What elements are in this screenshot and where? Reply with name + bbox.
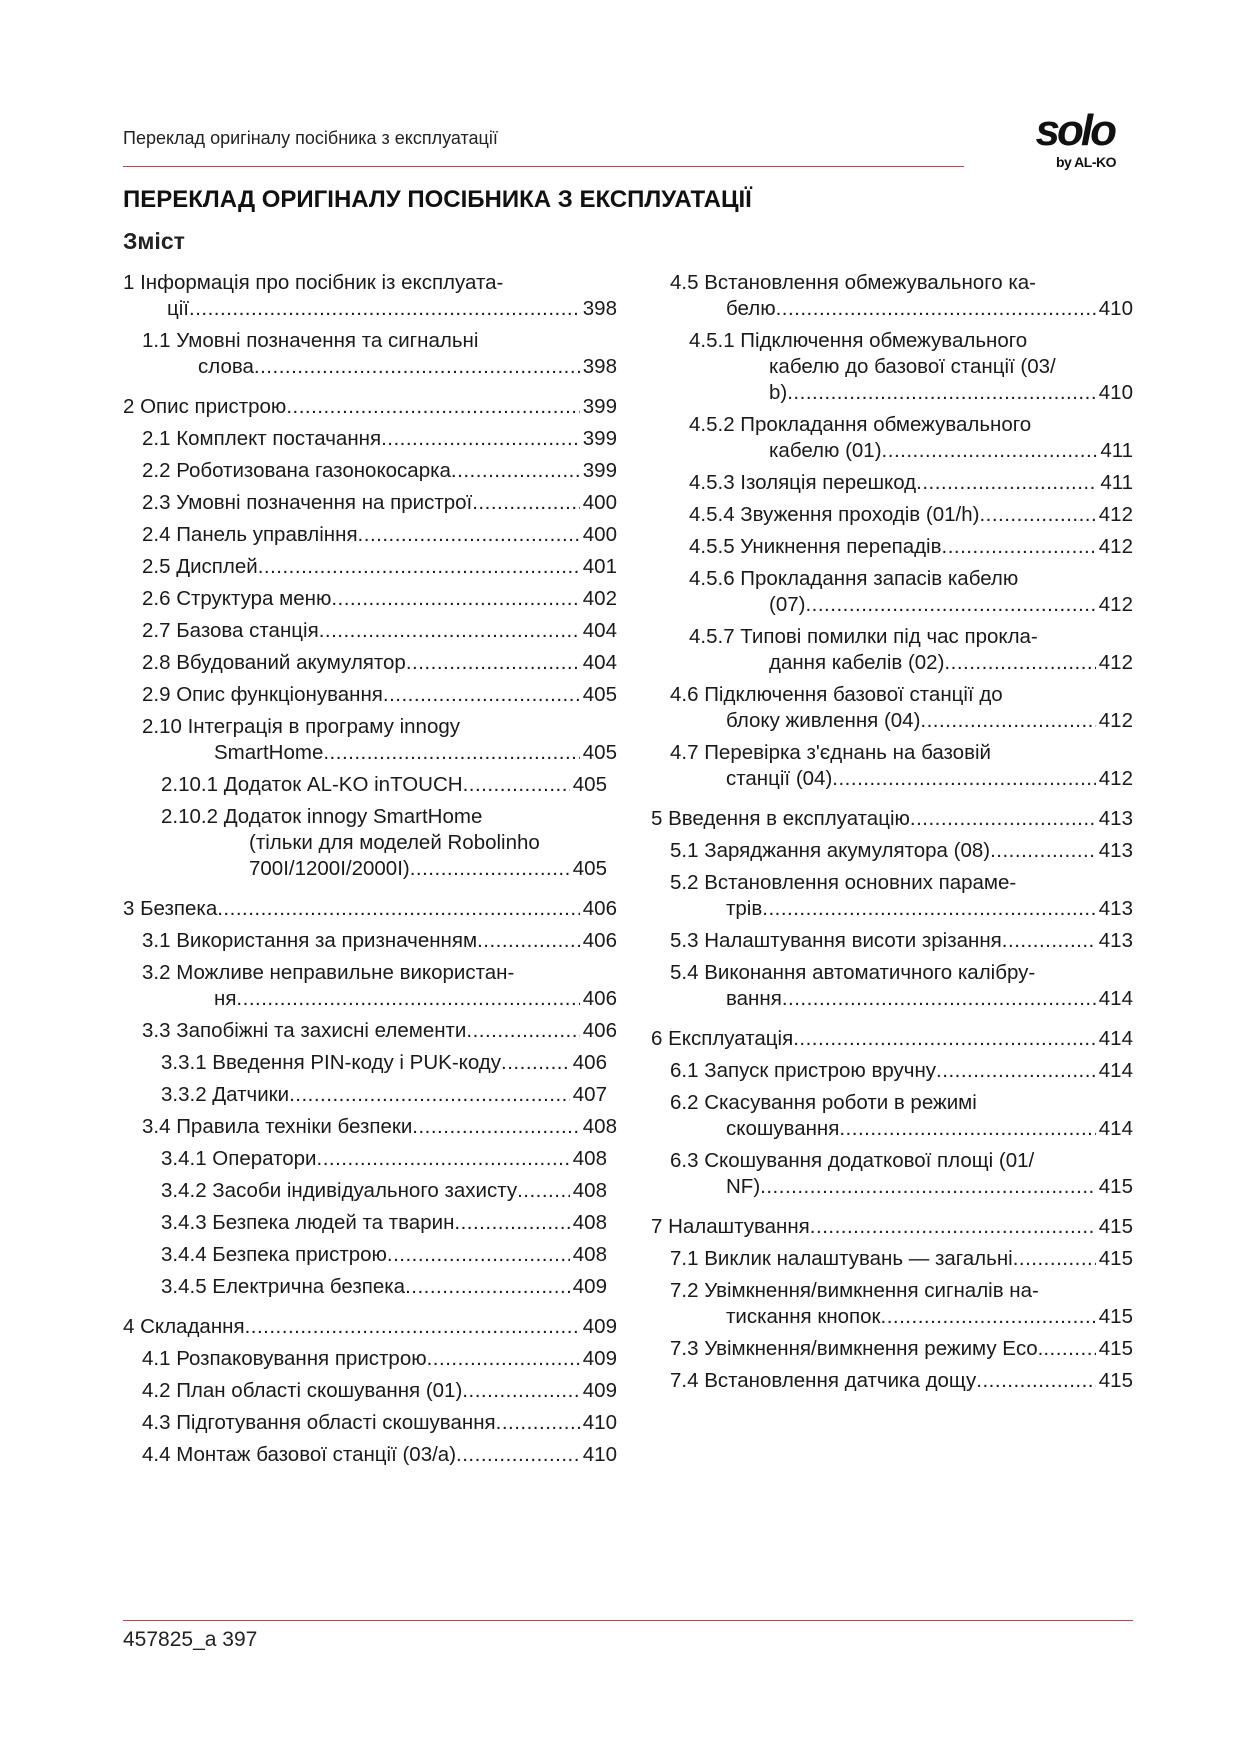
- toc-page-number: 414: [1098, 1027, 1133, 1050]
- toc-leader-dots: [976, 1368, 1096, 1390]
- toc-entry-text: 2.6 Структура меню: [142, 587, 332, 610]
- toc-page-number: 413: [1098, 929, 1133, 952]
- toc-entry[interactable]: [142, 1410, 617, 1436]
- toc-page-number: 401: [582, 555, 617, 578]
- toc-entry-text: 4.6 Підключення базової станції до: [670, 683, 1003, 706]
- toc-entry[interactable]: [670, 1058, 1133, 1084]
- toc-entry-text: блоку живлення (04): [726, 709, 921, 732]
- toc-leader-dots: [920, 708, 1095, 730]
- toc-entry[interactable]: [651, 1214, 1133, 1240]
- toc-entry-text: 1 Інформація про посібник із експлуата-: [123, 271, 504, 294]
- toc-page-number: 414: [1098, 987, 1133, 1010]
- toc-column-left: [123, 270, 617, 1474]
- toc-entry-text: 2.4 Панель управління: [142, 523, 358, 546]
- toc-entry-text: 1.1 Умовні позначення та сигнальні: [142, 329, 479, 352]
- toc-entry-text: 7 Налаштування: [651, 1215, 810, 1238]
- toc-leader-dots: [760, 1174, 1096, 1196]
- toc-entry-text: 5.2 Встановлення основних параме-: [670, 871, 1017, 894]
- toc-page-number: 406: [582, 1019, 617, 1042]
- toc-leader-dots: [1013, 1246, 1096, 1268]
- logo-sub: by AL-KO: [1055, 154, 1116, 170]
- toc-entry-text: 4.5.5 Уникнення перепадів: [689, 535, 942, 558]
- toc-entry-text: 3 Безпека: [123, 897, 218, 920]
- toc-entry[interactable]: [670, 928, 1133, 954]
- toc-entry[interactable]: [670, 1278, 1133, 1330]
- toc-entry-text: 6.3 Скошування додаткової площі (01/: [670, 1149, 1035, 1172]
- toc-entry[interactable]: [142, 1018, 617, 1044]
- toc-entry-text: 2.10.1 Додаток AL-KO inTOUCH: [161, 773, 463, 796]
- toc-entry-text: 2.10 Інтеграція в програму innogy: [142, 715, 460, 738]
- toc-leader-dots: [323, 740, 579, 762]
- toc-page-number: 408: [582, 1115, 617, 1138]
- toc-leader-dots: [501, 1050, 570, 1072]
- toc-leader-dots: [405, 1274, 570, 1296]
- toc-page-number: 415: [1098, 1247, 1133, 1270]
- toc-page-number: 410: [582, 1443, 617, 1466]
- toc-page-number: 399: [582, 427, 617, 450]
- toc-leader-dots: [189, 296, 580, 318]
- toc-entry-text: 5 Введення в експлуатацію: [651, 807, 910, 830]
- toc-entry-text: 6.1 Запуск пристрою вручну: [670, 1059, 937, 1082]
- toc-entry[interactable]: [142, 490, 617, 516]
- footer-rule: [123, 1620, 1133, 1621]
- toc-leader-dots: [254, 354, 580, 376]
- toc-leader-dots: [916, 470, 1097, 492]
- toc-entry[interactable]: [670, 960, 1133, 1012]
- toc-entry[interactable]: [670, 1368, 1133, 1394]
- toc-page-number: 408: [572, 1211, 607, 1234]
- toc-entry-text: 3.4.3 Безпека людей та тварин: [161, 1211, 455, 1234]
- toc-page-number: 412: [1098, 767, 1133, 790]
- toc-leader-dots: [832, 766, 1096, 788]
- toc-entry[interactable]: [123, 896, 617, 922]
- toc-entry[interactable]: [123, 394, 617, 420]
- toc-entry[interactable]: [651, 806, 1133, 832]
- toc-entry[interactable]: [142, 1114, 617, 1140]
- toc-entry-text: SmartHome: [214, 741, 324, 764]
- toc-leader-dots: [410, 856, 570, 878]
- toc-entry-text: 4.7 Перевірка з'єднань на базовій: [670, 741, 991, 764]
- toc-leader-dots: [787, 380, 1096, 402]
- toc-leader-dots: [1002, 928, 1096, 950]
- header-rule: [123, 166, 964, 167]
- toc-page-number: 399: [582, 459, 617, 482]
- toc-leader-dots: [319, 618, 580, 640]
- toc-entry-text: 2.2 Роботизована газонокосарка: [142, 459, 451, 482]
- toc-entry[interactable]: [689, 328, 1133, 406]
- toc-leader-dots: [463, 772, 570, 794]
- toc-page-number: 405: [572, 857, 607, 880]
- toc-page-number: 405: [582, 741, 617, 764]
- toc-entry[interactable]: [123, 270, 617, 322]
- toc-page-number: 415: [1098, 1337, 1133, 1360]
- toc-entry[interactable]: [142, 618, 617, 644]
- toc-page-number: 404: [582, 619, 617, 642]
- toc-entry-text: станції (04): [726, 767, 833, 790]
- toc-leader-dots: [412, 1114, 580, 1136]
- toc-page-number: 412: [1098, 503, 1133, 526]
- toc-leader-dots: [217, 896, 580, 918]
- toc-entry-text: 4.2 План області скошування (01): [142, 1379, 463, 1402]
- page-footer: 457825_a 397: [123, 1628, 258, 1651]
- toc-page-number: 408: [572, 1147, 607, 1170]
- toc-entry-text: скошування: [726, 1117, 840, 1140]
- toc-leader-dots: [331, 586, 579, 608]
- toc-page-number: 411: [1100, 439, 1133, 462]
- toc-leader-dots: [472, 490, 580, 512]
- toc-entry-text: 4.4 Монтаж базової станції (03/a): [142, 1443, 457, 1466]
- toc-page-number: 410: [1098, 297, 1133, 320]
- toc-entry-text: 2.1 Комплект постачання: [142, 427, 382, 450]
- toc-page-number: 405: [572, 773, 607, 796]
- toc-entry-text: 2.10.2 Додаток innogy SmartHome: [161, 805, 483, 828]
- toc-page-number: 406: [582, 987, 617, 1010]
- toc-leader-dots: [317, 1146, 570, 1168]
- toc-leader-dots: [979, 502, 1095, 524]
- toc-entry-text: 4.3 Підготування області скошування: [142, 1411, 496, 1434]
- toc-page-number: 412: [1098, 651, 1133, 674]
- toc-leader-dots: [477, 928, 580, 950]
- toc-leader-dots: [406, 650, 580, 672]
- toc-entry[interactable]: [142, 1378, 617, 1404]
- toc-entry-text: NF): [726, 1175, 761, 1198]
- toc-entry-text: 4.5.7 Типові помилки під час прокла-: [689, 625, 1038, 648]
- toc-entry-text: кабелю до базової станції (03/: [769, 355, 1056, 378]
- toc-page-number: 412: [1098, 709, 1133, 732]
- toc-entry-text: b): [769, 381, 788, 404]
- toc-entry-text: 7.4 Встановлення датчика дощу: [670, 1369, 977, 1392]
- toc-page-number: 400: [582, 523, 617, 546]
- toc-entry-text: дання кабелів (02): [769, 651, 945, 674]
- toc-entry-text: 3.3.2 Датчики: [161, 1083, 290, 1106]
- toc-entry-text: 2.8 Вбудований акумулятор: [142, 651, 406, 674]
- toc-entry[interactable]: [670, 270, 1133, 322]
- toc-entry[interactable]: [142, 586, 617, 612]
- toc-page-number: 413: [1098, 897, 1133, 920]
- toc-entry[interactable]: [161, 1242, 607, 1268]
- toc-leader-dots: [358, 522, 580, 544]
- toc-entry-text: 4.5.2 Прокладання обмежувального: [689, 413, 1032, 436]
- toc-page-number: 406: [572, 1051, 607, 1074]
- toc-leader-dots: [776, 296, 1096, 318]
- toc-page-number: 412: [1098, 535, 1133, 558]
- toc-entry[interactable]: [161, 1274, 607, 1300]
- toc-entry[interactable]: [670, 1090, 1133, 1142]
- page-title: ПЕРЕКЛАД ОРИГІНАЛУ ПОСІБНИКА З ЕКСПЛУАТАЦІЇ: [123, 186, 752, 213]
- toc-leader-dots: [810, 1214, 1096, 1236]
- toc-page-number: 402: [582, 587, 617, 610]
- toc-entry-text: 2.7 Базова станція: [142, 619, 319, 642]
- toc-page-number: 398: [582, 297, 617, 320]
- toc-entry-text: 4.5.1 Підключення обмежувального: [689, 329, 1028, 352]
- toc-page-number: 413: [1098, 839, 1133, 862]
- toc-entry-text: вання: [726, 987, 782, 1010]
- toc-leader-dots: [286, 394, 579, 416]
- toc-leader-dots: [387, 1242, 570, 1264]
- toc-leader-dots: [451, 458, 580, 480]
- toc-entry-text: (07): [769, 593, 806, 616]
- toc-leader-dots: [990, 838, 1096, 860]
- toc-entry[interactable]: [161, 1178, 607, 1204]
- toc-entry-text: 7.1 Виклик налаштувань — загальні: [670, 1247, 1013, 1270]
- toc-page-number: 405: [582, 683, 617, 706]
- toc-entry-text: 3.4.4 Безпека пристрою: [161, 1243, 387, 1266]
- toc-entry-text: 6.2 Скасування роботи в режимі: [670, 1091, 977, 1114]
- toc-leader-dots: [910, 806, 1096, 828]
- toc-leader-dots: [466, 1018, 579, 1040]
- toc-page-number: 413: [1098, 807, 1133, 830]
- toc-entry[interactable]: [142, 1442, 617, 1468]
- toc-entry-text: кабелю (01): [769, 439, 882, 462]
- toc-entry[interactable]: [161, 1210, 607, 1236]
- toc-entry-text: 2.5 Дисплей: [142, 555, 258, 578]
- toc-page-number: 415: [1098, 1175, 1133, 1198]
- toc-entry-text: ня: [214, 987, 237, 1010]
- toc-entry[interactable]: [161, 1146, 607, 1172]
- logo-brand: solo: [1035, 106, 1114, 155]
- toc-entry[interactable]: [670, 1246, 1133, 1272]
- toc-entry[interactable]: [142, 682, 617, 708]
- toc-page-number: 409: [572, 1275, 607, 1298]
- toc-entry-text: 7.3 Увімкнення/вимкнення режиму Eco.: [670, 1337, 1044, 1360]
- toc-page-number: 412: [1098, 593, 1133, 616]
- toc-leader-dots: [517, 1178, 570, 1200]
- toc-leader-dots: [462, 1378, 579, 1400]
- toc-leader-dots: [289, 1082, 570, 1104]
- toc-entry-text: 4.1 Розпаковування пристрою: [142, 1347, 427, 1370]
- toc-page-number: 404: [582, 651, 617, 674]
- toc-leader-dots: [793, 1026, 1096, 1048]
- toc-entry[interactable]: [689, 412, 1133, 464]
- toc-leader-dots: [236, 986, 579, 1008]
- toc-entry[interactable]: [670, 838, 1133, 864]
- toc-leader-dots: [245, 1314, 580, 1336]
- toc-entry[interactable]: [142, 554, 617, 580]
- toc-leader-dots: [944, 650, 1095, 672]
- toc-entry-text: тискання кнопок: [726, 1305, 881, 1328]
- toc-leader-dots: [882, 438, 1098, 460]
- solo-by-alko-logo: [1000, 108, 1120, 174]
- toc-leader-dots: [383, 682, 580, 704]
- toc-entry[interactable]: [651, 1026, 1133, 1052]
- toc-page-number: 410: [1098, 381, 1133, 404]
- toc-entry-text: трів: [726, 897, 763, 920]
- toc-page-number: 408: [572, 1243, 607, 1266]
- toc-entry-text: 700I/1200I/2000I): [249, 857, 410, 880]
- toc-page-number: 406: [582, 897, 617, 920]
- toc-leader-dots: [881, 1304, 1096, 1326]
- toc-entry-text: слова: [198, 355, 254, 378]
- toc-page-number: 410: [582, 1411, 617, 1434]
- toc-page-number: 411: [1100, 471, 1133, 494]
- toc-entry[interactable]: [142, 650, 617, 676]
- toc-entry[interactable]: [142, 328, 617, 380]
- toc-entry[interactable]: [142, 426, 617, 452]
- toc-heading: Зміст: [123, 228, 185, 254]
- toc-entry-text: 4.5 Встановлення обмежувального ка-: [670, 271, 1036, 294]
- toc-entry[interactable]: [142, 714, 617, 766]
- toc-page-number: 406: [582, 929, 617, 952]
- toc-entry[interactable]: [161, 772, 607, 798]
- toc-page-number: 414: [1098, 1117, 1133, 1140]
- toc-entry-text: 3.3.1 Введення PIN-коду і PUK-коду: [161, 1051, 502, 1074]
- toc-entry[interactable]: [689, 566, 1133, 618]
- toc-entry-text: белю: [726, 297, 776, 320]
- toc-leader-dots: [427, 1346, 580, 1368]
- toc-leader-dots: [805, 592, 1095, 614]
- toc-entry[interactable]: [142, 522, 617, 548]
- toc-entry-text: 5.1 Заряджання акумулятора (08): [670, 839, 991, 862]
- toc-page-number: 400: [582, 491, 617, 514]
- toc-entry[interactable]: [161, 1050, 607, 1076]
- toc-entry[interactable]: [161, 804, 607, 882]
- toc-entry-text: 3.2 Можливе неправильне використан-: [142, 961, 515, 984]
- toc-entry-text: 3.3 Запобіжні та захисні елементи: [142, 1019, 467, 1042]
- toc-entry[interactable]: [161, 1082, 607, 1108]
- toc-leader-dots: [1043, 1336, 1095, 1358]
- toc-column-right: [651, 270, 1133, 1400]
- toc-leader-dots: [456, 1442, 580, 1464]
- toc-entry[interactable]: [689, 502, 1133, 528]
- toc-leader-dots: [258, 554, 580, 576]
- toc-entry[interactable]: [670, 740, 1133, 792]
- toc-leader-dots: [942, 534, 1096, 556]
- toc-entry-text: ції: [167, 297, 189, 320]
- toc-entry-text: 3.4 Правила техніки безпеки: [142, 1115, 413, 1138]
- toc-entry-text: 4.5.6 Прокладання запасів кабелю: [689, 567, 1019, 590]
- toc-entry-text: 5.3 Налаштування висоти зрізання: [670, 929, 1002, 952]
- toc-entry-text: 2 Опис пристрою: [123, 395, 287, 418]
- toc-page-number: 407: [572, 1083, 607, 1106]
- toc-entry-text: 5.4 Виконання автоматичного калібру-: [670, 961, 1036, 984]
- toc-entry[interactable]: [689, 624, 1133, 676]
- toc-entry-text: 4.5.3 Ізоляція перешкод: [689, 471, 917, 494]
- toc-page-number: 415: [1098, 1215, 1133, 1238]
- toc-leader-dots: [381, 426, 580, 448]
- toc-entry[interactable]: [142, 458, 617, 484]
- toc-leader-dots: [762, 896, 1096, 918]
- toc-entry-text: 3.4.5 Електрична безпека: [161, 1275, 406, 1298]
- toc-page-number: 415: [1098, 1305, 1133, 1328]
- toc-leader-dots: [496, 1410, 580, 1432]
- toc-entry-text: 3.4.1 Оператори: [161, 1147, 317, 1170]
- toc-entry[interactable]: [689, 534, 1133, 560]
- toc-entry[interactable]: [142, 960, 617, 1012]
- toc-entry-text: 6 Експлуатація: [651, 1027, 794, 1050]
- toc-entry-text: 2.9 Опис функціонування: [142, 683, 383, 706]
- toc-entry[interactable]: [142, 1346, 617, 1372]
- toc-entry[interactable]: [670, 1336, 1133, 1362]
- toc-page-number: 409: [582, 1315, 617, 1338]
- running-header: Переклад оригіналу посібника з експлуатації: [123, 128, 498, 148]
- toc-leader-dots: [936, 1058, 1096, 1080]
- toc-entry[interactable]: [689, 470, 1133, 496]
- toc-entry[interactable]: [670, 682, 1133, 734]
- toc-entry-text: 7.2 Увімкнення/вимкнення сигналів на-: [670, 1279, 1039, 1302]
- toc-page-number: 409: [582, 1347, 617, 1370]
- toc-entry[interactable]: [670, 870, 1133, 922]
- toc-entry-text: 2.3 Умовні позначення на пристрої: [142, 491, 473, 514]
- toc-entry-text: 3.4.2 Засоби індивідуального захисту: [161, 1179, 518, 1202]
- toc-entry[interactable]: [670, 1148, 1133, 1200]
- toc-leader-dots: [454, 1210, 569, 1232]
- toc-entry-text: 4.5.4 Звуження проходів (01/h): [689, 503, 980, 526]
- toc-entry-text: 4 Складання: [123, 1315, 245, 1338]
- toc-entry[interactable]: [142, 928, 617, 954]
- toc-page-number: 415: [1098, 1369, 1133, 1392]
- toc-page-number: 409: [582, 1379, 617, 1402]
- toc-entry-text: 3.1 Використання за призначенням: [142, 929, 478, 952]
- toc-page-number: 398: [582, 355, 617, 378]
- toc-page-number: 399: [582, 395, 617, 418]
- toc-page-number: 414: [1098, 1059, 1133, 1082]
- toc-page-number: 408: [572, 1179, 607, 1202]
- toc-entry-text: (тільки для моделей Robolinho: [249, 831, 540, 854]
- toc-leader-dots: [782, 986, 1096, 1008]
- toc-entry[interactable]: [123, 1314, 617, 1340]
- toc-leader-dots: [839, 1116, 1095, 1138]
